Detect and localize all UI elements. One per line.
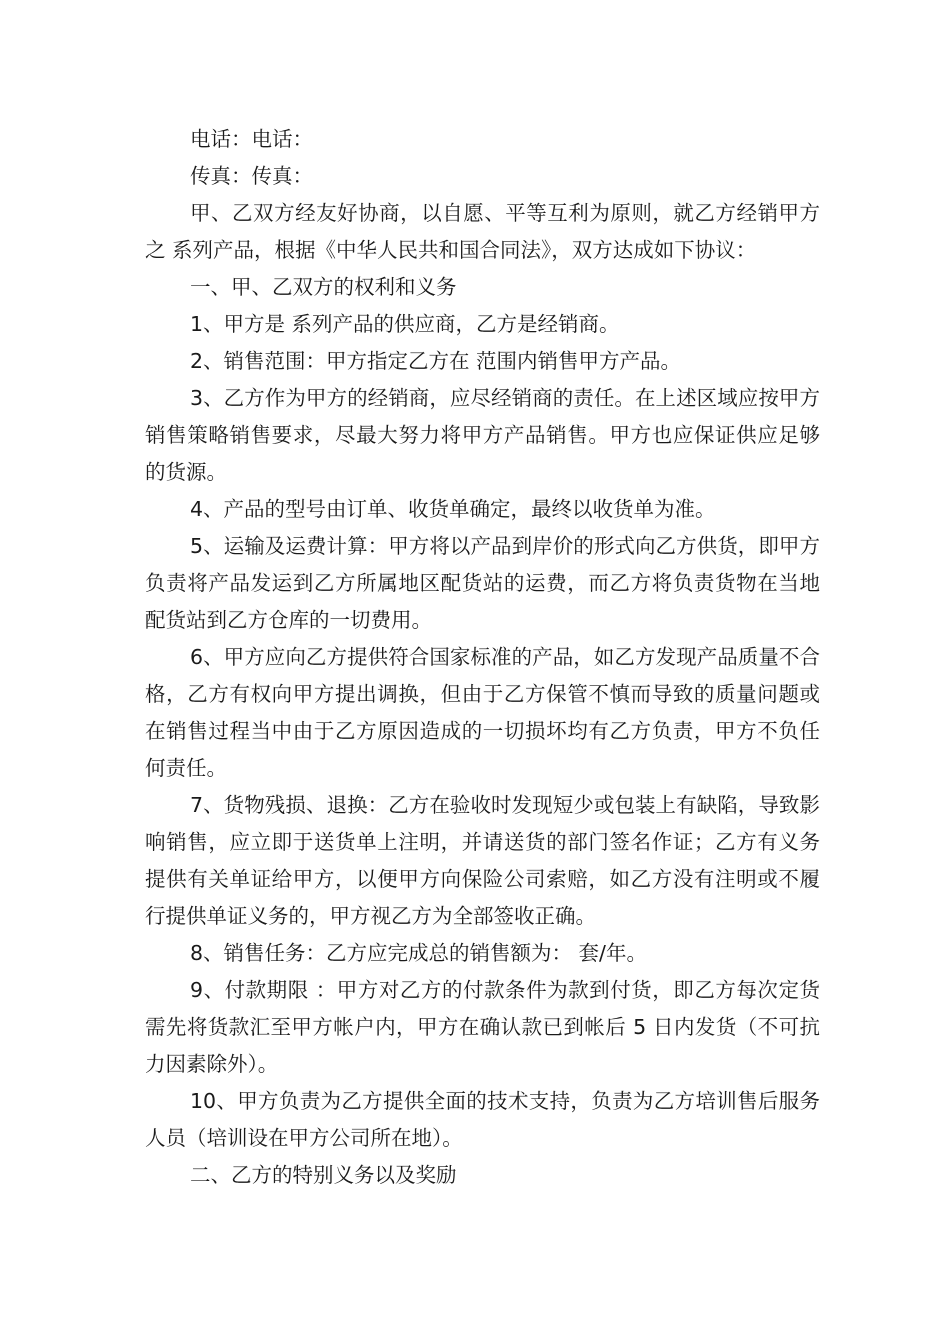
- clause-4: 4、产品的型号由订单、收货单确定，最终以收货单为准。: [190, 497, 716, 521]
- clause-9: 9、付款期限 ：甲方对乙方的付款条件为款到付货，即乙方每次定货需先将货款汇至甲方帐户内，甲方在确认款已到帐后 5 日内发货（不可抗力因素除外）。: [145, 978, 820, 1076]
- clause-5: 5、运输及运费计算：甲方将以产品到岸价的形式向乙方供货，即甲方负责将产品发运到乙方所属地区配货站的运费，而乙方将负责货物在当地配货站到乙方仓库的一切费用。: [145, 534, 820, 632]
- agreement-preamble: 甲、乙双方经友好协商，以自愿、平等互利为原则，就乙方经销甲方之 系列产品，根据《中华人民共和国合同法》，双方达成如下协议：: [145, 201, 820, 262]
- document-body: [145, 121, 820, 1194]
- clause-2: 2、销售范围：甲方指定乙方在 范围内销售甲方产品。: [190, 349, 682, 373]
- clause-3: 3、乙方作为甲方的经销商，应尽经销商的责任。在上述区域应按甲方销售策略销售要求，尽最大努力将甲方产品销售。甲方也应保证供应足够的货源。: [145, 386, 820, 484]
- section-heading-rights-obligations: 一、甲、乙双方的权利和义务: [190, 275, 457, 299]
- contact-phone-line: 电话：电话：: [190, 127, 313, 151]
- clause-1: 1、甲方是 系列产品的供应商，乙方是经销商。: [190, 312, 620, 336]
- clause-6: 6、甲方应向乙方提供符合国家标准的产品，如乙方发现产品质量不合格，乙方有权向甲方提出调换，但由于乙方保管不慎而导致的质量问题或在销售过程当中由于乙方原因造成的一切损坏均有乙方负责，甲方不负任何责任。: [145, 645, 820, 780]
- clause-8: 8、销售任务：乙方应完成总的销售额为： 套/年。: [190, 941, 647, 965]
- section-heading-special-obligations: 二、乙方的特别义务以及奖励: [190, 1163, 457, 1187]
- clause-10: 10、甲方负责为乙方提供全面的技术支持，负责为乙方培训售后服务人员（培训设在甲方公司所在地）。: [145, 1089, 820, 1150]
- contact-fax-line: 传真：传真：: [190, 164, 313, 188]
- clause-7: 7、货物残损、退换：乙方在验收时发现短少或包装上有缺陷，导致影响销售，应立即于送货单上注明，并请送货的部门签名作证；乙方有义务提供有关单证给甲方，以便甲方向保险公司索赔，如乙方没有注明或不履行提供单证义务的，甲方视乙方为全部签收正确。: [145, 793, 820, 928]
